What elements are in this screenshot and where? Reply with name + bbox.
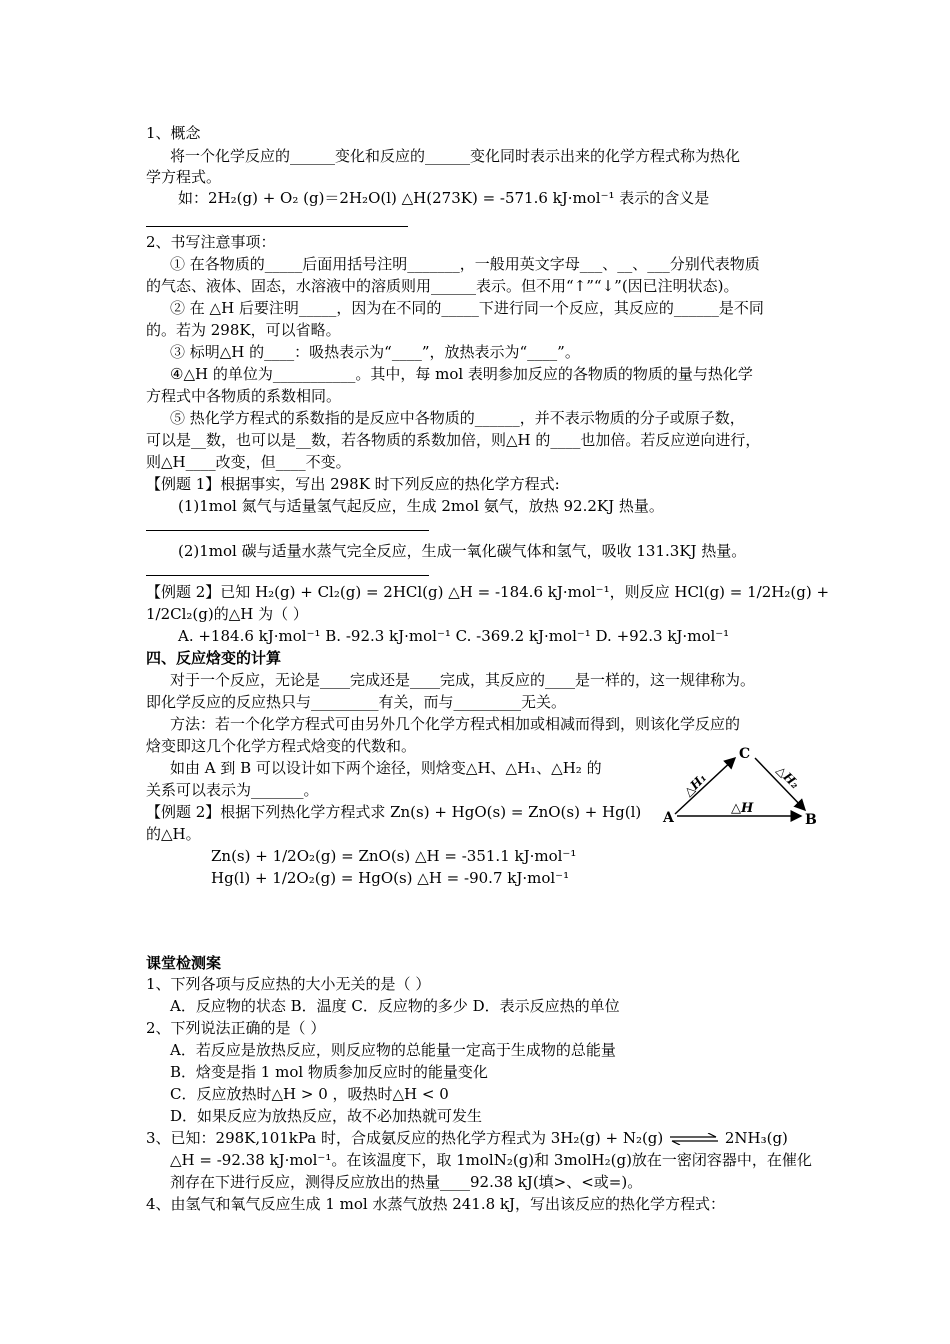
hess-triangle-diagram (655, 742, 830, 832)
example1-q2: (2)1mol 碳与适量水蒸气完全反应，生成一氧化碳气体和氢气，吸收 131.3KJ 热量。 (178, 542, 747, 560)
concept-line1: 将一个化学反应的______变化和反应的______变化同时表示出来的化学方程式称为热化 (170, 147, 741, 165)
example2-options: A. +184.6 kJ·mol⁻¹ B. -92.3 kJ·mol⁻¹ C. -369.2 kJ·mol⁻¹ D. +92.3 kJ·mol⁻¹ (178, 627, 730, 645)
example1-q1: (1)1mol 氮气与适量氢气起反应，生成 2mol 氨气，放热 92.2KJ 热量。 (178, 497, 664, 515)
section4-line3: 方法：若一个化学方程式可由另外几个化学方程式相加或相减而得到，则该化学反应的 (170, 715, 741, 733)
quiz-q2-option-a: A．若反应是放热反应，则反应物的总能量一定高于生成物的总能量 (170, 1041, 616, 1059)
quiz-q3-line3: 剂存在下进行反应，测得反应放出的热量____92.38 kJ(填>、<或=)。 (170, 1173, 643, 1191)
equilibrium-arrow-icon (668, 1133, 720, 1145)
notes-heading: 2、书写注意事项： (146, 233, 276, 251)
node-b-label: B (805, 812, 817, 828)
quiz-q4: 4、由氢气和氧气反应生成 1 mol 水蒸气放热 241.8 kJ，写出该反应的热化学方程式： (146, 1195, 726, 1213)
notes-line2: 的气态、液体、固态，水溶液中的溶质则用______表示。但不用“↑”“↓”(因已注明状态)。 (146, 277, 739, 295)
section4-line2: 即化学反应的反应热只与_________有关，而与_________无关。 (146, 693, 567, 711)
notes-line8: ⑤ 热化学方程式的系数指的是反应中各物质的______，并不表示物质的分子或原子数， (170, 409, 745, 427)
section4-example-line2: 的△H。 (146, 825, 201, 843)
section4-equation1: Zn(s) + 1/2O₂(g) = ZnO(s) △H = -351.1 kJ·mol⁻¹ (211, 847, 577, 865)
section4-line5: 如由 A 到 B 可以设计如下两个途径，则焓变△H、△H₁、△H₂ 的 (170, 759, 602, 777)
delta-h1-label: △H₁ (680, 770, 710, 799)
example2-line2: 1/2Cl₂(g)的△H 为（ ） (146, 605, 308, 623)
notes-line6: ④△H 的单位为___________。其中，每 mol 表明参加反应的各物质的物质的量与热化学 (170, 365, 753, 383)
section4-example-line1: 【例题 2】根据下列热化学方程式求 Zn(s) + HgO(s) = ZnO(s) + Hg(l) (146, 803, 642, 821)
quiz-q3-line1 (146, 1127, 788, 1149)
concept-heading: 1、概念 (146, 124, 201, 142)
quiz-q1-options: A．反应物的状态 B．温度 C．反应物的多少 D．表示反应热的单位 (170, 997, 620, 1015)
example2-line1: 【例题 2】已知 H₂(g) + Cl₂(g) = 2HCl(g) △H = -184.6 kJ·mol⁻¹，则反应 HCl(g) = 1/2H₂(g) + (146, 583, 830, 601)
quiz-q3-line1-start: 3、已知：298K,101kPa 时，合成氨反应的热化学方程式为 3H₂(g) + N₂(g) (146, 1129, 664, 1147)
example1-heading: 【例题 1】根据事实，写出 298K 时下列反应的热化学方程式: (146, 475, 560, 493)
quiz-q3-line1-end: 2NH₃(g) (724, 1129, 788, 1147)
answer-line (146, 530, 429, 531)
quiz-q2-option-d: D．如果反应为放热反应，故不必加热就可发生 (170, 1107, 483, 1125)
answer-line (146, 575, 429, 576)
section4-line1: 对于一个反应，无论是____完成还是____完成，其反应的____是一样的，这一规律称为。 (170, 671, 756, 689)
node-a-label: A (663, 810, 674, 826)
quiz-q1: 1、下列各项与反应热的大小无关的是（ ） (146, 975, 431, 993)
notes-line3: ② 在 △H 后要注明_____，因为在不同的_____下进行同一个反应，其反应的______是不同 (170, 299, 764, 317)
quiz-q2: 2、下列说法正确的是（ ） (146, 1019, 326, 1037)
quiz-heading: 课堂检测案 (146, 954, 222, 972)
answer-line (146, 226, 408, 227)
notes-line5: ③ 标明△H 的____：吸热表示为“____”，放热表示为“____”。 (170, 343, 580, 361)
delta-h2-label: △H₂ (773, 763, 802, 792)
section4-heading: 四、反应焓变的计算 (146, 649, 282, 667)
notes-line1: ① 在各物质的_____后面用括号注明_______，一般用英文字母___、__、___分别代表物质 (170, 255, 760, 273)
quiz-q2-option-c: C．反应放热时△H > 0 ，吸热时△H < 0 (170, 1085, 449, 1103)
concept-line2: 学方程式。 (146, 168, 222, 186)
node-c-label: C (739, 746, 751, 762)
concept-line3: 如：2H₂(g) + O₂ (g)＝2H₂O(l) △H(273K) = -571.6 kJ·mol⁻¹ 表示的含义是 (178, 189, 710, 207)
quiz-q2-option-b: B．焓变是指 1 mol 物质参加反应时的能量变化 (170, 1063, 488, 1081)
notes-line7: 方程式中各物质的系数相同。 (146, 387, 342, 405)
section4-line4: 焓变即这几个化学方程式焓变的代数和。 (146, 737, 417, 755)
delta-h-label: △H (731, 801, 754, 816)
notes-line4: 的。若为 298K，可以省略。 (146, 321, 341, 339)
quiz-q3-line2: △H = -92.38 kJ·mol⁻¹。在该温度下，取 1molN₂(g)和 3molH₂(g)放在一密闭容器中，在催化 (170, 1151, 812, 1169)
notes-line9: 可以是__数，也可以是__数，若各物质的系数加倍，则△H 的____也加倍。若反应逆向进行， (146, 431, 761, 449)
section4-equation2: Hg(l) + 1/2O₂(g) = HgO(s) △H = -90.7 kJ·mol⁻¹ (211, 869, 570, 887)
section4-line6: 关系可以表示为_______。 (146, 781, 319, 799)
notes-line10: 则△H____改变，但____不变。 (146, 453, 351, 471)
